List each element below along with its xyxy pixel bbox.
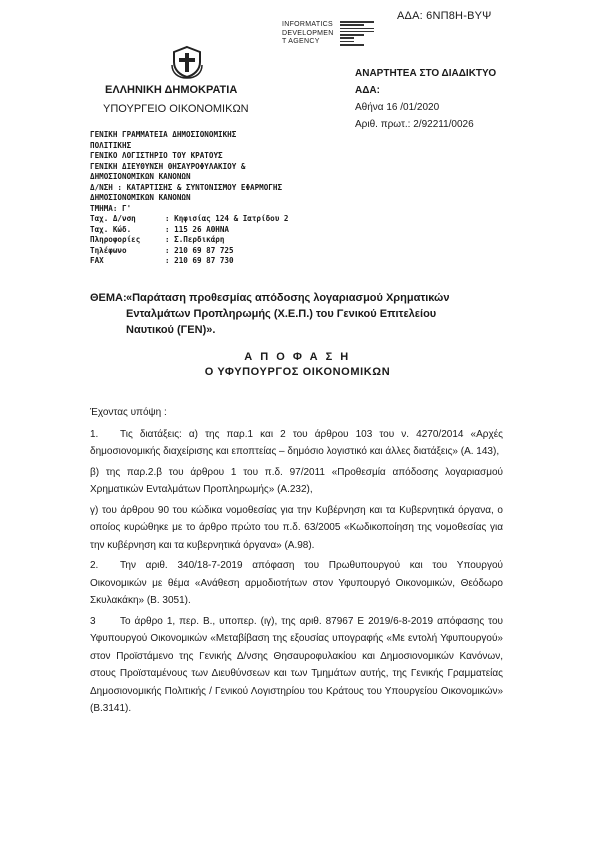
clause-number: 2. [90,560,99,571]
contact-row [90,235,360,246]
document-body [90,404,503,718]
greek-coat-of-arms-icon [170,45,204,79]
clause-2 [90,557,503,610]
clause-text: Την αριθ. 340/18-7-2019 απόφαση του Πρωθυπουργού και του Υπουργού Οικονομικών με θέμα «Ανάθεση αρμοδιοτήτων στον Υφυπουργό Οικονομικών, Θεόδωρο Σκυλακάκη» (Β. 3051). [90,560,503,606]
contact-label: Ταχ. Δ/νση [90,214,136,223]
logo-word: DEVELOPMEN [282,29,334,37]
sender-line: ΓΕΝΙΚΟ ΛΟΓΙΣΤΗΡΙΟ ΤΟΥ ΚΡΑΤΟΥΣ [90,151,223,160]
contact-row [90,246,360,257]
issuing-ministry: ΥΠΟΥΡΓΕΙΟ ΟΙΚΟΝΟΜΙΚΩΝ [103,103,249,115]
ada-label: ΑΔΑ: [355,85,380,96]
contact-value: : 210 69 87 725 [165,245,234,255]
document-date: Αθήνα 16 /01/2020 [355,102,440,113]
sender-line: ΠΟΛΙΤΙΚΗΣ [90,140,132,150]
logo-word: INFORMATICS [282,21,334,28]
contact-label: Τηλέφωνο [90,245,127,255]
sender-line: ΤΜΗΜΑ: Γ' [90,203,132,213]
clause-1 [90,426,503,461]
intro-line: Έχοντας υπόψη : [90,407,167,418]
clause-number: 1. [90,428,99,440]
contact-row [90,225,360,236]
contact-label: Ταχ. Κώδ. [90,224,132,234]
sender-line: Δ/ΝΣΗ : ΚΑΤΑΡΤΙΣΗΣ & ΣΥΝΤΟΝΙΣΜΟΥ ΕΦΑΡΜΟΓΗΣ [90,182,283,192]
subject-line: «Παράταση προθεσμίας απόδοσης λογαριασμού Χρηματικών [126,292,450,304]
clause-3 [90,613,503,718]
contact-label: FAX [90,256,104,265]
sender-line: ΓΕΝΙΚΗ ΔΙΕΥΘΥΝΣΗ ΘΗΣΑΥΡΟΦΥΛΑΚΙΟΥ & [90,161,246,171]
sender-line: ΓΕΝΙΚΗ ΓΡΑΜΜΑΤΕΙΑ ΔΗΜΟΣΙΟΝΟΜΙΚΗΣ [90,130,237,139]
decision-title: Α Π Ο Φ Α Σ Η [244,351,351,363]
protocol-number: Αριθ. πρωτ.: 2/92211/0026 [355,119,474,130]
sender-line: ΔΗΜΟΣΙΟΝΟΜΙΚΩΝ ΚΑΝΟΝΩΝ [90,193,191,202]
contact-row [90,256,360,267]
subject-block [90,290,510,338]
logo-word: T AGENCY [282,38,320,45]
contact-label: Πληροφορίες [90,235,141,244]
clause-text: Τις διατάξεις: α) της παρ.1 και 2 του άρθρου 103 του ν. 4270/2014 «Αρχές δημοσιονομικής διαχείρισης και εποπτείας – δημόσιο λογιστικό και άλλες διατάξεις» (Α. 143), [90,428,503,457]
clause-1-c: γ) του άρθρου 90 του κώδικα νομοθεσίας για την Κυβέρνηση και τα Κυβερνητικά όργανα, ο οποίος κυρώθηκε με το άρθρο πρώτο του π.δ. 63/2005 «Κωδικοποίηση της νομοθεσίας για την κυβέρνηση και τα κυβερνητικά όργανα» (Α.98). [90,504,503,551]
issuing-state: ΕΛΛΗΝΙΚΗ ΔΗΜΟΚΡΑΤΙΑ [105,84,238,96]
informatics-agency-logo [282,21,334,47]
logo-small-print [340,21,374,47]
subject-line: Ναυτικού (ΓΕΝ)». [126,324,216,336]
contact-value: : Σ.Περδικάρη [165,235,225,244]
contact-value: : 115 26 ΑΘΗΝΑ [165,224,230,234]
clause-1-b: β) της παρ.2.β του άρθρου 1 του π.δ. 97/2011 «Προθεσμία απόδοσης λογαριασμού Χρηματικών Ενταλμάτων Προπληρωμής» (Α.232), [90,466,503,495]
contact-value: : 210 69 87 730 [165,256,234,265]
sender-block [90,130,360,267]
ada-code-top: ΑΔΑ: 6ΝΠ8Η-ΒΥΨ [397,10,492,22]
publish-notice: ΑΝΑΡΤΗΤΕΑ ΣΤΟ ΔΙΑΔΙΚΤΥΟ [355,68,497,79]
subject-line: Ενταλμάτων Προπληρωμής (Χ.Ε.Π.) του Γενικού Επιτελείου [126,308,437,320]
sender-line: ΔΗΜΟΣΙΟΝΟΜΙΚΩΝ ΚΑΝΟΝΩΝ [90,172,191,181]
decision-subtitle: Ο ΥΦΥΠΟΥΡΓΟΣ ΟΙΚΟΝΟΜΙΚΩΝ [204,366,391,378]
contact-row [90,214,360,225]
contact-value: : Κηφισίας 124 & Ιατρίδου 2 [165,214,289,223]
clause-number: 3 [90,615,96,627]
clause-text: Το άρθρο 1, περ. Β., υποπερ. (ιγ), της αριθ. 87967 Ε 2019/6-8-2019 απόφασης του Υφυπουργού Οικονομικών «Μεταβίβαση της εξουσίας υπογραφής «Με εντολή Υφυπουργού» στον Προϊστάμενο της Γενικής Δ/νσης Θησαυροφυλακίου και Δημοσιονομικών Κανόνων, στους Προϊσταμένους των Διευθύνσεων και των Τμημάτων αυτής, της Γενικής Γραμματείας Δημοσιονομικής Πολιτικής / Γενικού Λογιστηρίου του Κράτους του Υπουργείου Οικονομικών» (Β.3141). [90,615,503,714]
subject-label: ΘΕΜΑ: [90,292,127,304]
